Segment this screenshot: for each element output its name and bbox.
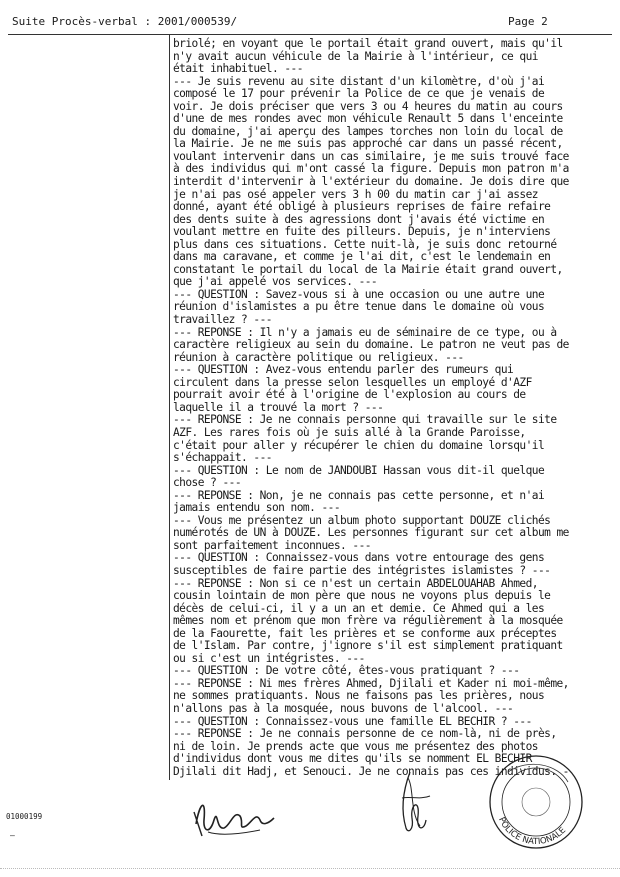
police-stamp <box>478 742 588 852</box>
statement-line: voir. Je dois préciser que vers 3 ou 4 heures du matin au cours <box>173 99 563 113</box>
statement-line: décès de celui-ci, il y a un an et demie. Ce Ahmed qui a les <box>173 601 545 615</box>
statement-line: --- QUESTION : Connaissez-vous une famille EL BECHIR ? --- <box>173 714 532 728</box>
statement-line: --- REPONSE : Je ne connais personne qui travaille sur le site <box>173 413 557 427</box>
statement-line: je n'ai pas osé appeler vers 3 h 00 du matin car j'ai assez <box>173 187 538 201</box>
statement-line: pourrait avoir été à l'origine de l'explosion au cours de <box>173 388 526 402</box>
statement-line: voulant intervenir dans un cas similaire, je me suis trouvé face <box>173 149 569 163</box>
statement-line: chose ? --- <box>173 476 242 490</box>
statement-line: --- QUESTION : Connaissez-vous dans votre entourage des gens <box>173 551 545 565</box>
scan-edge <box>0 868 620 871</box>
signature-left <box>190 790 280 840</box>
statement-line: AZF. Les rares fois où je suis allé à la Grande Paroisse, <box>173 425 526 439</box>
statement-line: susceptibles de faire partie des intégristes islamistes ? --- <box>173 563 551 577</box>
statement-line: --- REPONSE : Non, je ne connais pas cette personne, et n'ai <box>173 488 545 502</box>
statement-line: interdit d'intervenir à l'extérieur du domaine. Je dois dire que <box>173 175 569 189</box>
statement-line: cousin lointain de mon père que nous ne voyons plus depuis le <box>173 589 551 603</box>
statement-line: composé le 17 pour prévenir la Police de ce que je venais de <box>173 87 545 101</box>
statement-line: voulant mettre en fuite des pilleurs. Depuis, je n'interviens <box>173 225 551 239</box>
statement-body <box>173 38 615 778</box>
page-header <box>8 11 612 33</box>
statement-line: ou si c'est un intégristes. --- <box>173 651 365 665</box>
statement-line: c'était pour aller y récupérer le chien du domaine lorsqu'il <box>173 438 545 452</box>
stamp-text: POLICE NATIONALE <box>496 815 569 848</box>
margin-divider <box>169 35 170 780</box>
statement-line: travaillez ? --- <box>173 313 272 327</box>
statement-line: --- QUESTION : Le nom de JANDOUBI Hassan vous dit-il quelque <box>173 463 545 477</box>
statement-line: plus dans ces situations. Cette nuit-là, je suis donc retourné <box>173 237 557 251</box>
statement-line: --- REPONSE : Je ne connais personne de ce nom-là, ni de près, <box>173 727 557 741</box>
statement-line: que j'ai appelé vos services. --- <box>173 275 378 289</box>
statement-line: caractère religieux au sein du domaine. Le patron ne veut pas de <box>173 338 569 352</box>
statement-line: sont parfaitement inconnues. --- <box>173 538 371 552</box>
signature-center <box>380 768 450 838</box>
statement-line: --- Vous me présentez un album photo supportant DOUZE clichés <box>173 513 551 527</box>
statement-line: dans ma caravane, et comme je l'ai dit, c'est le lendemain en <box>173 250 551 264</box>
statement-line: donné, ayant été obligé à plusieurs reprises de faire refaire <box>173 200 551 214</box>
statement-line: ni de loin. Je prends acte que vous me présentez des photos <box>173 739 538 753</box>
statement-line: --- Je suis revenu au site distant d'un kilomètre, d'où j'ai <box>173 74 545 88</box>
statement-line: de la Faourette, fait les prières et se conforme aux préceptes <box>173 626 557 640</box>
statement-line: --- QUESTION : Avez-vous entendu parler des rumeurs qui <box>173 363 514 377</box>
statement-line: Djilali dit Hadj, et Senouci. Je ne connais pas ces individus. - <box>173 764 569 778</box>
statement-line: n'y avait aucun véhicule de la Mairie à l'intérieur, ce qui <box>173 49 538 63</box>
statement-line: s'échappait. --- <box>173 451 272 465</box>
statement-line: d'une de mes rondes avec mon véhicule Renault 5 dans l'enceinte <box>173 112 563 126</box>
statement-line: d'individus dont vous me dites qu'ils se nomment EL BECHIR <box>173 752 532 766</box>
statement-line: était inhabituel. --- <box>173 62 303 76</box>
statement-line: --- REPONSE : Non si ce n'est un certain ABDELOUAHAB Ahmed, <box>173 576 538 590</box>
statement-line: ne sommes pratiquants. Nous ne faisons pas les prières, nous <box>173 689 545 703</box>
statement-line: de l'Islam. Par contre, j'ignore s'il est simplement pratiquant <box>173 639 563 653</box>
header-divider <box>8 34 612 35</box>
statement-line: --- QUESTION : De votre côté, êtes-vous pratiquant ? --- <box>173 664 520 678</box>
statement-line: n'allons pas à la mosquée, nous buvons de l'alcool. --- <box>173 701 514 715</box>
statement-line: réunion d'islamistes a pu être tenue dans le domaine où vous <box>173 300 545 314</box>
statement-line: réunion à caractère politique ou religieux. --- <box>173 350 464 364</box>
margin-mark: – <box>10 831 15 840</box>
statement-line: la Mairie. Je ne me suis pas approché car dans un passé récent, <box>173 137 563 151</box>
statement-line: numérotés de UN à DOUZE. Les personnes figurant sur cet album me <box>173 526 569 540</box>
statement-line: --- REPONSE : Il n'y a jamais eu de séminaire de ce type, ou à <box>173 325 557 339</box>
statement-line: --- REPONSE : Ni mes frères Ahmed, Djilali et Kader ni moi-même, <box>173 676 569 690</box>
document-title: Suite Procès-verbal : 2001/000539/ <box>12 15 238 28</box>
page-number: Page 2 <box>508 15 548 28</box>
statement-line: du domaine, j'ai aperçu des lampes torches non loin du local de <box>173 124 563 138</box>
statement-line: mêmes nom et prénom que mon frère va régulièrement à la mosquée <box>173 614 563 628</box>
statement-line: briolé; en voyant que le portail était grand ouvert, mais qu'il <box>173 37 563 50</box>
statement-line: circulent dans la presse selon lesquelles un employé d'AZF <box>173 375 532 389</box>
statement-line: jamais entendu son nom. --- <box>173 501 341 515</box>
margin-document-id: 01000199 <box>6 812 43 821</box>
statement-line: laquelle il a trouvé la mort ? --- <box>173 400 384 414</box>
statement-line: --- QUESTION : Savez-vous si à une occasion ou une autre une <box>173 287 545 301</box>
statement-line: des dents suite à des agressions dont j'avais été victime en <box>173 212 545 226</box>
statement-line: constatant le portail du local de la Mairie était grand ouvert, <box>173 262 563 276</box>
statement-line: à des individus qui m'ont cassé la figure. Depuis mon patron m'a <box>173 162 569 176</box>
